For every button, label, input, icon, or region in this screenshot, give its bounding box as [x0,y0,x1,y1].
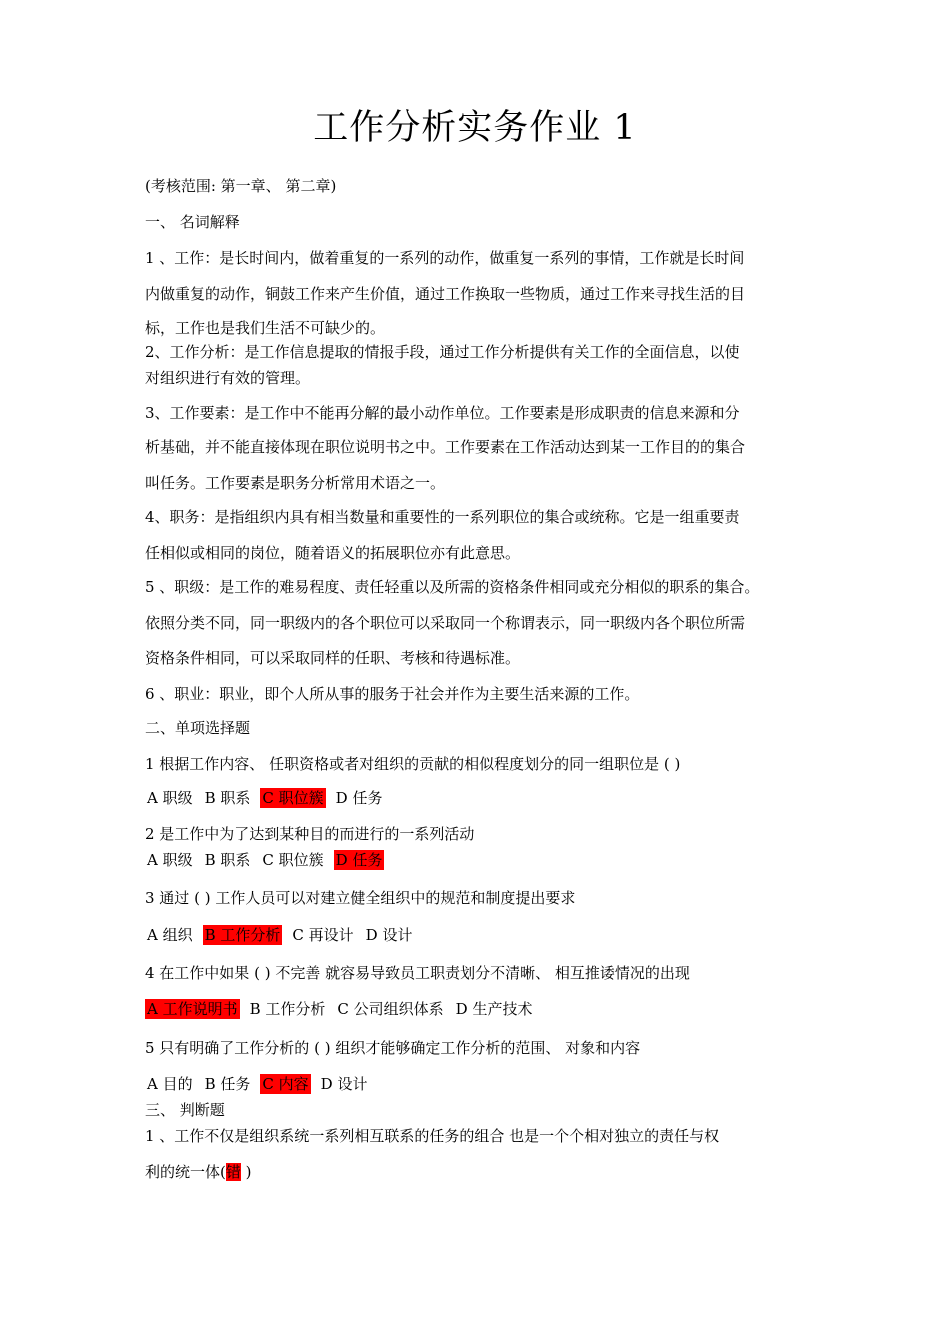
option: D 生产技术 [455,1000,533,1018]
definition-line: 2、工作分析：是工作信息提取的情报手段，通过工作分析提供有关工作的全面信息，以使 [145,343,740,361]
option: B 工作分析 [249,1000,326,1018]
judgment-text-end: ) [240,1163,252,1181]
option-row [145,925,422,945]
option-answer-highlighted: D 任务 [335,851,383,869]
option-row [145,999,542,1019]
definition-line: 5 、职级：是工作的难易程度、责任轻重以及所需的资格条件相同或充分相似的职系的集合。 [145,578,760,596]
option: B 职系 [204,789,251,807]
option: B 任务 [204,1075,251,1093]
option-answer-highlighted: C 内容 [262,1075,309,1093]
definition-line: 1 、工作：是长时间内，做着重复的一系列的动作，做重复一系列的事情，工作就是长时间 [145,249,745,267]
option-row [145,850,392,870]
definition-line: 任相似或相同的岗位，随着语义的拓展职位亦有此意思。 [145,544,521,562]
option: D 设计 [365,926,413,944]
judgment-text: 利的统一体( [145,1163,226,1181]
judgment-answer-highlighted: 错 [225,1163,241,1181]
section-heading-multiple-choice: 二、单项选择题 [145,719,251,737]
option: A 职级 [147,851,193,869]
option: C 职位簇 [262,851,324,869]
option-answer-highlighted: C 职位簇 [262,789,324,807]
option: A 职级 [147,789,193,807]
question-text: 4 在工作中如果 ( ) 不完善 就容易导致员工职责划分不清晰、 相互推诿情况的出现 [145,964,690,982]
section-heading-definitions: 一、 名词解释 [145,213,240,231]
exam-scope: (考核范围: 第一章、 第二章) [145,177,337,195]
option-answer-highlighted: B 工作分析 [204,926,281,944]
option: D 任务 [335,789,383,807]
option: A 组织 [147,926,193,944]
definition-line: 资格条件相同，可以采取同样的任职、考核和待遇标准。 [145,649,521,667]
question-text: 3 通过 ( ) 工作人员可以对建立健全组织中的规范和制度提出要求 [145,889,576,907]
definition-line: 内做重复的动作，铜鼓工作来产生价值，通过工作换取一些物质，通过工作来寻找生活的目 [145,285,746,303]
option-answer-highlighted: A 工作说明书 [147,1000,238,1018]
option-row [145,788,392,808]
definition-line: 4、职务：是指组织内具有相当数量和重要性的一系列职位的集合或统称。它是一组重要责 [145,508,740,526]
document-title: 工作分析实务作业 1 [313,108,637,148]
judgment-line: 1 、工作不仅是组织系统一系列相互联系的任务的组合 也是一个个相对独立的责任与权 [145,1127,720,1145]
question-text: 5 只有明确了工作分析的 ( ) 组织才能够确定工作分析的范围、 对象和内容 [145,1039,641,1057]
definition-line: 3、工作要素：是工作中不能再分解的最小动作单位。工作要素是形成职责的信息来源和分 [145,404,740,422]
question-text: 2 是工作中为了达到某种目的而进行的一系列活动 [145,825,475,843]
judgment-line [145,1162,252,1182]
question-text: 1 根据工作内容、 任职资格或者对组织的贡献的相似程度划分的同一组职位是 ( ) [145,755,681,773]
definition-line: 析基础，并不能直接体现在职位说明书之中。工作要素在工作活动达到某一工作目的的集合 [145,438,746,456]
option: B 职系 [204,851,251,869]
definition-line: 叫任务。工作要素是职务分析常用术语之一。 [145,474,446,492]
definition-line: 对组织进行有效的管理。 [145,369,311,387]
option: D 设计 [320,1075,368,1093]
option: C 公司组织体系 [337,1000,444,1018]
option: A 目的 [147,1075,193,1093]
section-heading-true-false: 三、 判断题 [145,1101,225,1119]
definition-line: 依照分类不同，同一职级内的各个职位可以采取同一个称谓表示，同一职级内各个职位所需 [145,614,746,632]
option-row [145,1074,377,1094]
definition-line: 标，工作也是我们生活不可缺少的。 [145,319,386,337]
option: C 再设计 [292,926,354,944]
definition-line: 6 、职业：职业，即个人所从事的服务于社会并作为主要生活来源的工作。 [145,685,640,703]
